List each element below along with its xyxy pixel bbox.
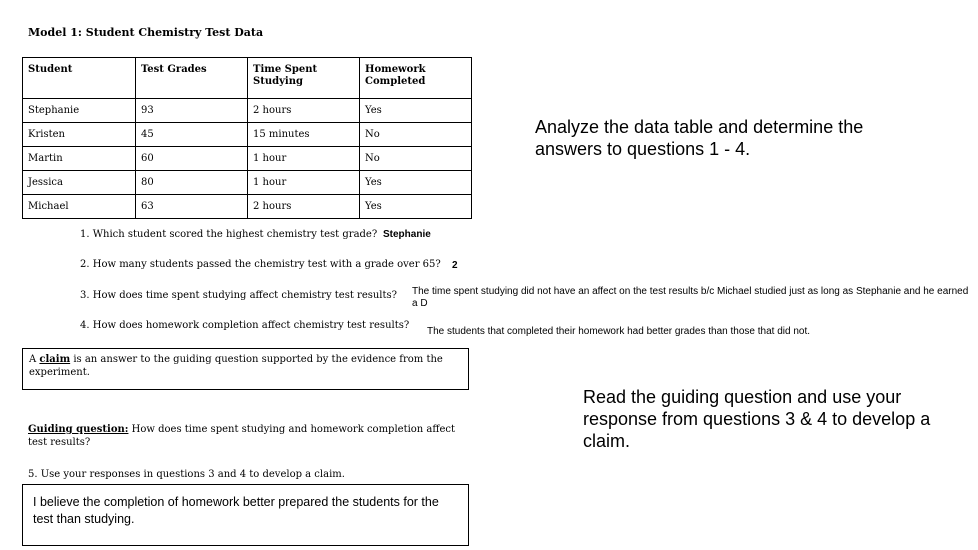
question-3: 3. How does time spent studying affect chemistry test results?	[80, 290, 398, 301]
cell-grade: 60	[136, 147, 248, 171]
claim-term: claim	[39, 354, 71, 365]
guiding-question-label: Guiding question:	[28, 424, 129, 435]
question-5: 5. Use your responses in questions 3 and 4 to develop a claim.	[28, 469, 345, 480]
cell-homework: Yes	[360, 171, 472, 195]
table-row	[23, 123, 472, 147]
instruction-guiding: Read the guiding question and use your response from questions 3 & 4 to develop a claim.	[583, 387, 931, 451]
cell-homework: Yes	[360, 99, 472, 123]
answer-4[interactable]: The students that completed their homework had better grades than those that did not.	[427, 326, 811, 337]
cell-homework: No	[360, 123, 472, 147]
claim-definition-box	[22, 348, 469, 390]
table-header-row	[23, 58, 472, 99]
data-table	[22, 57, 472, 219]
header-student: Student	[23, 58, 136, 99]
cell-student: Stephanie	[23, 99, 136, 123]
answer-2[interactable]: 2	[452, 260, 458, 271]
cell-time: 1 hour	[248, 147, 360, 171]
table-row	[23, 171, 472, 195]
claim-definition-text: is an answer to the guiding question supported by the evidence from the experiment.	[29, 354, 443, 378]
question-1: 1. Which student scored the highest chemistry test grade?	[80, 229, 378, 240]
cell-grade: 80	[136, 171, 248, 195]
claim-prefix: A	[29, 354, 40, 365]
claim-response-box[interactable]: I believe the completion of homework better prepared the students for the test than studying.	[22, 484, 469, 546]
header-homework: Homework Completed	[360, 58, 472, 99]
cell-homework: No	[360, 147, 472, 171]
table-row	[23, 147, 472, 171]
model-title: Model 1: Student Chemistry Test Data	[28, 26, 264, 39]
answer-1[interactable]: Stephanie	[383, 229, 431, 240]
cell-grade: 63	[136, 195, 248, 219]
cell-student: Jessica	[23, 171, 136, 195]
cell-student: Kristen	[23, 123, 136, 147]
cell-time: 15 minutes	[248, 123, 360, 147]
guiding-question	[28, 423, 468, 449]
cell-grade: 45	[136, 123, 248, 147]
question-4: 4. How does homework completion affect chemistry test results?	[80, 320, 410, 331]
cell-student: Martin	[23, 147, 136, 171]
cell-time: 1 hour	[248, 171, 360, 195]
header-time-spent: Time Spent Studying	[248, 58, 360, 99]
answer-3[interactable]: The time spent studying did not have an affect on the test results b/c Michael studied just as long as Stephanie and he earned a D	[412, 286, 969, 309]
question-2: 2. How many students passed the chemistry test with a grade over 65?	[80, 259, 441, 270]
cell-homework: Yes	[360, 195, 472, 219]
cell-grade: 93	[136, 99, 248, 123]
cell-student: Michael	[23, 195, 136, 219]
table-row	[23, 99, 472, 123]
instruction-analyze: Analyze the data table and determine the answers to questions 1 - 4.	[535, 117, 864, 159]
cell-time: 2 hours	[248, 195, 360, 219]
cell-time: 2 hours	[248, 99, 360, 123]
guiding-question-text: How does time spent studying and homework completion affect test results?	[28, 424, 456, 448]
table-row	[23, 195, 472, 219]
header-test-grades: Test Grades	[136, 58, 248, 99]
